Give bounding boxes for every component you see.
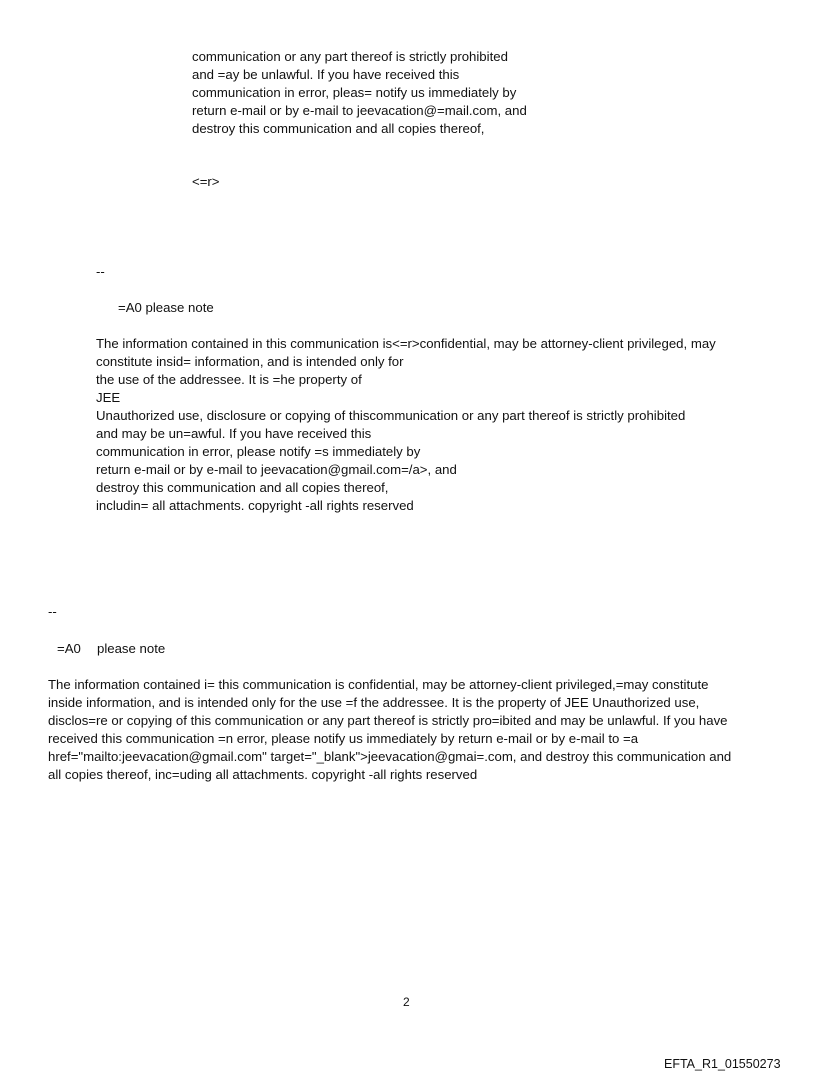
block1-line-1: communication or any part thereof is strictly prohibited: [192, 49, 508, 64]
block2-line-3: the use of the addressee. It is =he property of: [96, 372, 362, 387]
block2-line-2: constitute insid= information, and is intended only for: [96, 354, 404, 369]
block2-line-4: JEE: [96, 390, 121, 405]
block2-line-1: The information contained in this communication is<=r>confidential, may be attorney-client privileged, may: [96, 336, 716, 351]
block1-line-3: communication in error, pleas= notify us immediately by: [192, 85, 517, 100]
block3-line-3: disclos=re or copying of this communication or any part thereof is strictly pro=ibited and may be unlawful. If you have: [48, 713, 728, 728]
block3-line-2: inside information, and is intended only for the use =f the addressee. It is the property of JEE Unauthorized use,: [48, 695, 700, 710]
block3-line-5: href="mailto:jeevacation@gmail.com" target="_blank">jeevacation@gmai=.com, and destroy this communication and: [48, 749, 732, 764]
block1-br-tag: <=r>: [192, 174, 220, 189]
block3-line-6: all copies thereof, inc=uding all attachments. copyright -all rights reserved: [48, 767, 478, 782]
block2-please-note: =A0 please note: [118, 300, 214, 315]
block1-line-4: return e-mail or by e-mail to jeevacation@=mail.com, and: [192, 103, 527, 118]
block2-line-5: Unauthorized use, disclosure or copying of thiscommunication or any part thereof is strictly prohibited: [96, 408, 686, 423]
block2-line-8: return e-mail or by e-mail to jeevacation@gmail.com=/a>, and: [96, 462, 457, 477]
block3-note-prefix: =A0: [57, 641, 81, 656]
block1-line-2: and =ay be unlawful. If you have received this: [192, 67, 460, 82]
block3-separator: --: [48, 604, 57, 619]
block2-line-9: destroy this communication and all copies thereof,: [96, 480, 389, 495]
block2-separator: --: [96, 264, 105, 279]
block2-line-10: includin= all attachments. copyright -all rights reserved: [96, 498, 414, 513]
block3-line-1: The information contained i= this communication is confidential, may be attorney-client privileged,=may constitute: [48, 677, 709, 692]
block2-line-7: communication in error, please notify =s immediately by: [96, 444, 421, 459]
page-number: 2: [403, 995, 410, 1009]
block3-please-note: please note: [97, 641, 166, 656]
document-id: EFTA_R1_01550273: [664, 1057, 781, 1071]
block2-line-6: and may be un=awful. If you have received this: [96, 426, 372, 441]
block1-line-5: destroy this communication and all copies thereof,: [192, 121, 485, 136]
block3-line-4: received this communication =n error, please notify us immediately by return e-mail or by e-mail to =a: [48, 731, 639, 746]
